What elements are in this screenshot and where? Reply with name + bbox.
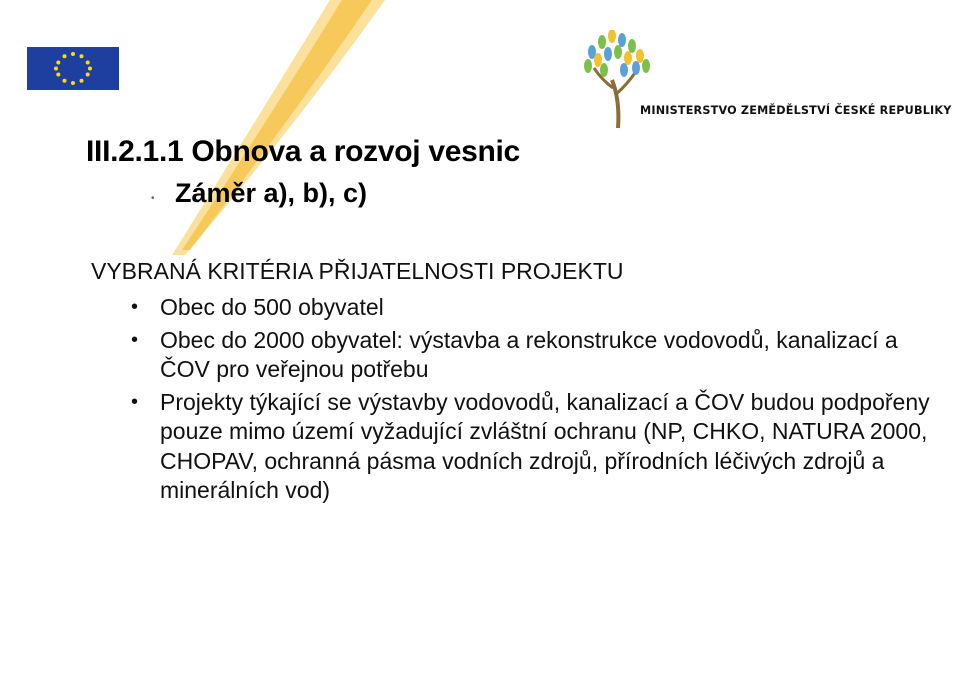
- eu-flag-icon: [27, 47, 119, 90]
- list-item: [0, 326, 930, 385]
- bullet-icon: •: [131, 296, 139, 318]
- subtitle-bullet-icon: •: [151, 193, 155, 204]
- list-item: [0, 388, 930, 506]
- ministry-name: MINISTERSTVO ZEMĚDĚLSTVÍ ČESKÉ REPUBLIKY: [640, 104, 952, 117]
- criteria-item-text: Obec do 2000 obyvatel: výstavba a rekonstrukce vodovodů, kanalizací a ČOV pro veřejnou potřebu: [160, 326, 898, 382]
- page-title: III.2.1.1 Obnova a rozvoj vesnic: [86, 135, 520, 168]
- bullet-icon: •: [131, 390, 139, 413]
- page-subtitle: Záměr a), b), c): [175, 178, 368, 208]
- criteria-item-text: Obec do 500 obyvatel: [160, 294, 384, 320]
- list-item: [0, 293, 930, 323]
- bullet-icon: •: [131, 328, 139, 351]
- criteria-list: [0, 293, 960, 509]
- criteria-item-text: Projekty týkající se výstavby vodovodů, kanalizací a ČOV budou podpořeny pouze mimo území vyžadující zvláštní ochranu (NP, CHKO, NATURA 2000, CHOPAV, ochranná pásma vodních zdrojů, přírodních léčivých zdrojů a minerálních vod): [160, 388, 930, 503]
- criteria-heading: VYBRANÁ KRITÉRIA PŘIJATELNOSTI PROJEKTU: [91, 258, 624, 284]
